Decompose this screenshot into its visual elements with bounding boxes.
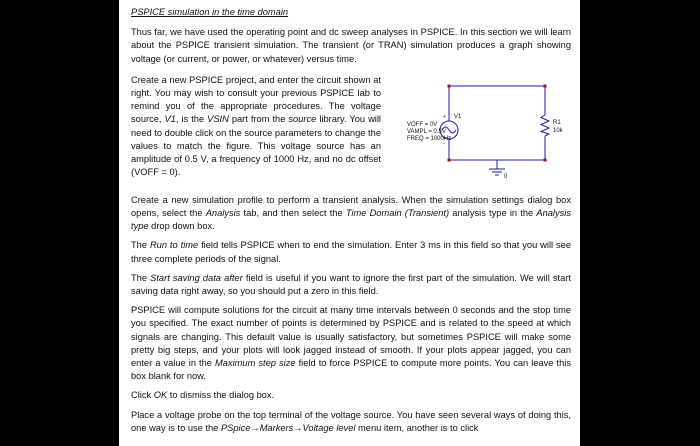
start-saving-paragraph bbox=[131, 272, 571, 298]
para1-source: source bbox=[288, 114, 317, 125]
intro-paragraph: Thus far, we have used the operating point and dc sweep analyses in PSPICE. In this section we will learn about the PSPICE transient simulation. The transient (or TRAN) simulation produces a graph showing voltage (or current, or power, or whatever) versus time. bbox=[131, 27, 571, 64]
r1-label: R1 bbox=[553, 119, 561, 126]
para1-text-a: Create a new PSPICE project, and enter the circuit shown at right. You may wish to consult your previous PSPICE lab to remind you of the appropriate procedures. The voltage source, bbox=[131, 74, 381, 125]
para2-time-domain: Time Domain (Transient) bbox=[345, 208, 450, 219]
click-ok-paragraph bbox=[131, 389, 571, 402]
para5-text-b: field to force PSPICE to compute more points. You can leave this box blank for now. bbox=[131, 358, 571, 382]
para3-text-b: field tells PSPICE when to end the simulation. Enter 3 ms in this field so that you will see three complete periods of the signal. bbox=[131, 240, 571, 264]
para2-text-b: tab, and then select the bbox=[240, 208, 346, 219]
para3-text-a: The bbox=[131, 240, 150, 251]
voltage-probe-paragraph bbox=[131, 409, 571, 435]
ground-label: 0 bbox=[504, 173, 508, 180]
para7-text-a: Place a voltage probe on the top terminal of the voltage source. You have seen several ways of doing this, one way is to use the bbox=[131, 409, 571, 433]
vampl-label: VAMPL = 0.5V bbox=[407, 128, 446, 135]
para1-v1: V1 bbox=[164, 114, 176, 125]
para1-text-c: part from the bbox=[228, 114, 289, 125]
section-heading: PSPICE simulation in the time domain bbox=[131, 7, 289, 17]
para2-analysis-type: Analysis type bbox=[131, 208, 571, 232]
para5-max-step: Maximum step size bbox=[215, 358, 296, 369]
para2-text-a: Create a new simulation profile to perform a transient analysis. When the simulation settings dialog box opens, select the bbox=[131, 194, 571, 219]
r1-value: 10k bbox=[553, 127, 563, 134]
freq-label: FREQ = 1000Hz bbox=[407, 135, 452, 142]
para7-text-b: menu item, another is to click bbox=[355, 422, 479, 433]
svg-text:-: - bbox=[443, 140, 445, 147]
circuit-instructions bbox=[131, 74, 381, 180]
document-page bbox=[119, 0, 580, 446]
circuit-diagram bbox=[385, 74, 571, 188]
para4-text-b: field is useful if you want to ignore the first part of the simulation. We will start saving data right away, so you should put a zero in this field. bbox=[131, 272, 571, 297]
simulation-profile-paragraph bbox=[131, 194, 571, 234]
para4-text-a: The bbox=[131, 272, 151, 283]
para6-text-b: to dismiss the dialog box. bbox=[167, 390, 275, 401]
step-size-paragraph bbox=[131, 304, 571, 383]
para5-text-a: PSPICE will compute solutions for the circuit at many time intervals between 0 seconds and the stop time you specified. The exact number of points is determined by PSPICE and is related to the speed at which signals are changing. This default value is usually satisfactory, but sometimes PSPICE will make some pretty big steps, and your plots will look jagged instead of smooth. If your plots appear jagged, you can enter a value in the bbox=[131, 305, 571, 369]
para1-vsin: VSIN bbox=[207, 114, 229, 125]
run-to-time-paragraph bbox=[131, 239, 571, 265]
voff-label: VOFF = 0V bbox=[407, 121, 438, 128]
svg-text:+: + bbox=[443, 113, 446, 120]
document-content bbox=[131, 6, 571, 441]
para3-run-to-time: Run to time bbox=[149, 240, 199, 251]
para7-menu-path: PSpice→Markers→Voltage level bbox=[220, 422, 356, 433]
v1-label: V1 bbox=[454, 113, 462, 120]
para2-text-c: analysis type in the bbox=[449, 208, 537, 219]
para1-text-d: library. You will need to double click on the source parameters to change the values to match the figure. This voltage source has an amplitude of 0.5 V, a frequency of 1000 Hz, and no dc offset (VOFF = 0). bbox=[131, 114, 381, 178]
para2-analysis: Analysis bbox=[205, 208, 241, 219]
para1-text-b: , is the bbox=[175, 114, 208, 125]
para6-text-a: Click bbox=[131, 390, 154, 401]
para2-text-d: drop down box. bbox=[148, 221, 215, 232]
resistor-icon bbox=[541, 115, 549, 136]
para6-ok: OK bbox=[153, 390, 168, 401]
para4-start-saving: Start saving data after bbox=[150, 272, 243, 283]
circuit-section bbox=[131, 74, 571, 188]
